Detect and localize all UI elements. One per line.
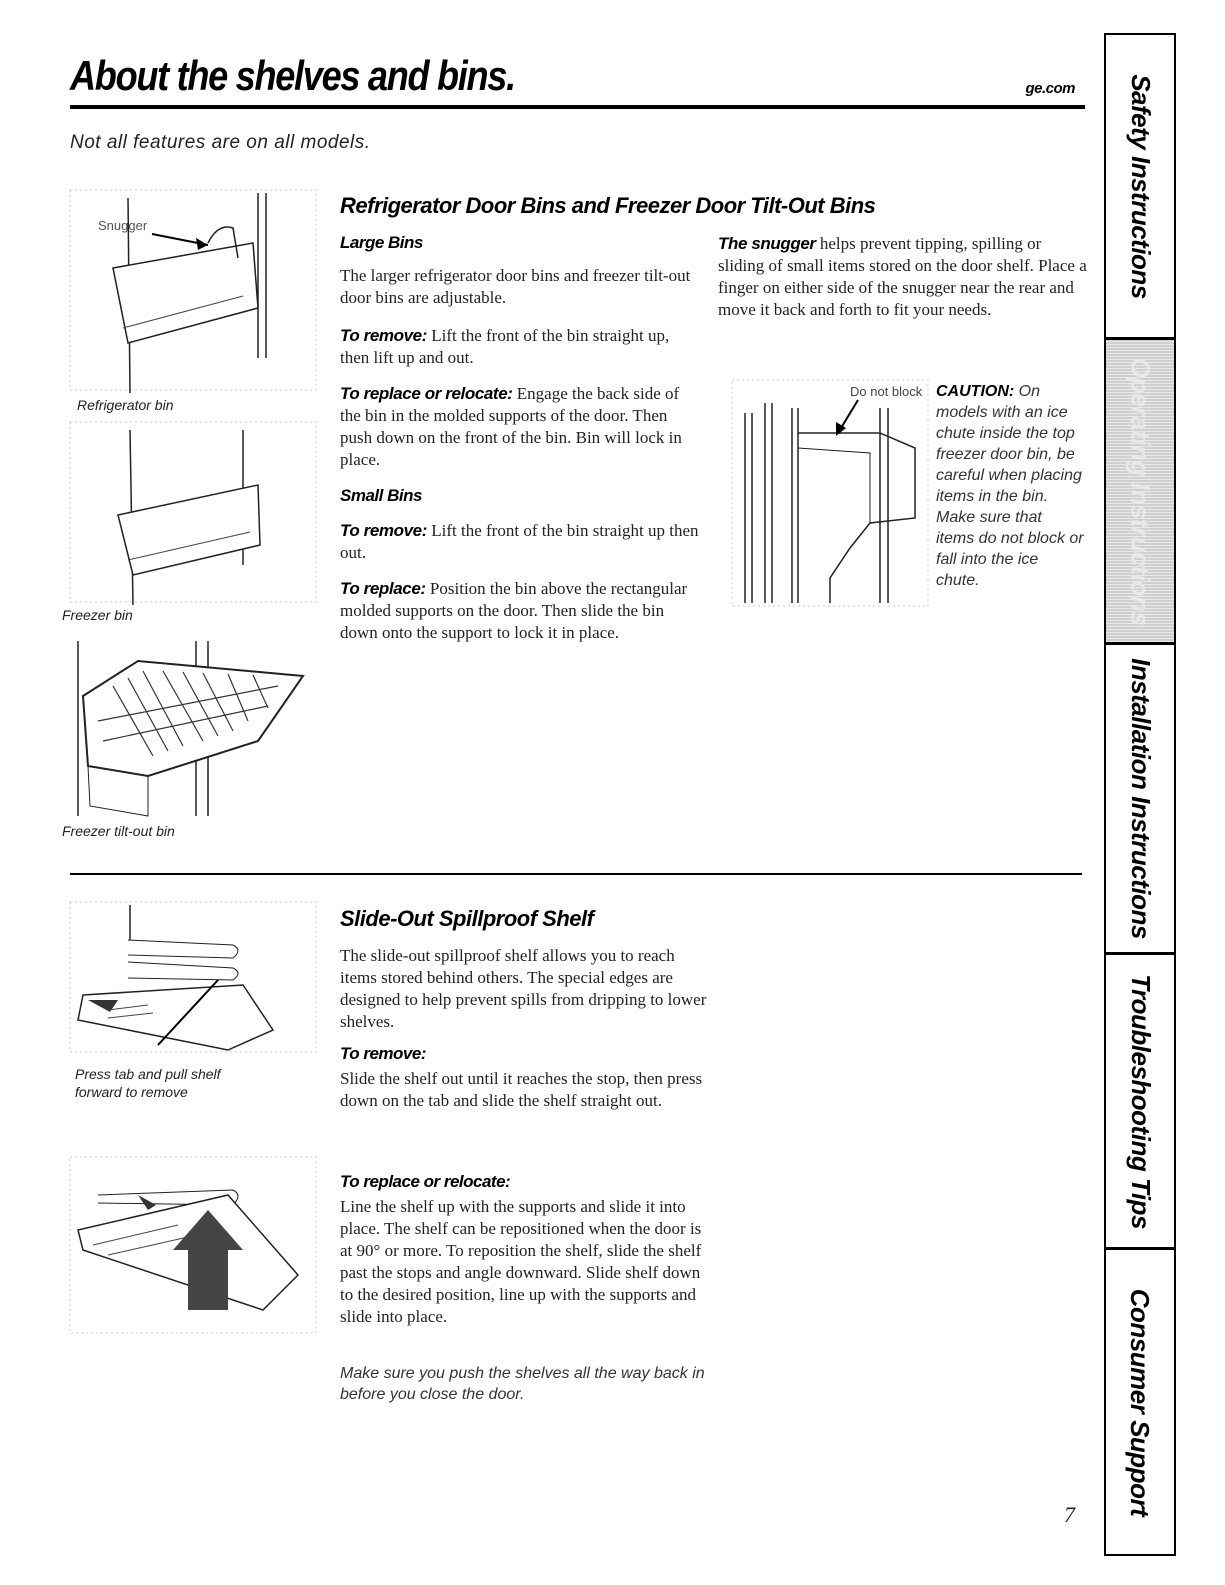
shelf-remove-caption: Press tab and pull shelf forward to remove bbox=[75, 1066, 221, 1100]
tab-safety-instructions[interactable] bbox=[1106, 35, 1174, 340]
page-number: 7 bbox=[1064, 1502, 1075, 1527]
large-bins-heading: Large Bins bbox=[340, 233, 423, 252]
refrigerator-bin-caption: Refrigerator bin bbox=[77, 397, 174, 413]
shelf-remove-text: Slide the shelf out until it reaches the stop, then press down on the tab and slide the shelf straight out. bbox=[340, 1069, 703, 1110]
do-not-block-label: Do not block bbox=[850, 384, 923, 399]
large-bins-remove bbox=[340, 325, 700, 369]
shelf-replace-text: Line the shelf up with the supports and slide it into place. The shelf can be repositioned when the door is at 90° or more. To reposition the shelf, slide the shelf past the stops and angle downward. Slide shelf down to the desired position, line up with the supports and slide into place. bbox=[340, 1197, 702, 1326]
large-bins-replace bbox=[340, 383, 700, 471]
remove-text: Lift the front of the bin straight up then out. bbox=[340, 521, 699, 562]
shelf-replace-heading: To replace or relocate: bbox=[340, 1172, 511, 1191]
small-bins-heading: Small Bins bbox=[340, 486, 422, 505]
refrigerator-bin-illustration bbox=[68, 188, 318, 393]
page-title: About the shelves and bins. bbox=[70, 52, 515, 99]
freezer-bin-caption: Freezer bin bbox=[62, 607, 133, 623]
snugger-label: Snugger bbox=[98, 218, 148, 233]
caution-note bbox=[936, 381, 1084, 591]
tab-installation-instructions[interactable] bbox=[1106, 645, 1174, 955]
shelf-replace-illustration bbox=[68, 1155, 318, 1335]
section-divider bbox=[70, 873, 1082, 875]
shelf-note: Make sure you push the shelves all the way back in before you close the door. bbox=[340, 1365, 705, 1403]
caution-lead: CAUTION: bbox=[936, 383, 1015, 400]
section-heading-door-bins: Refrigerator Door Bins and Freezer Door Tilt-Out Bins bbox=[340, 193, 876, 218]
freezer-tilt-out-bin-illustration bbox=[68, 636, 318, 821]
snugger-lead: The snugger bbox=[718, 234, 816, 253]
snugger-text: helps prevent tipping, spilling or sliding of small items stored on the door shelf. Place a finger on either side of the snugger near the rear and move it back and forth to fit your needs. bbox=[718, 234, 1087, 319]
freezer-bin-illustration bbox=[68, 420, 318, 605]
section-heading-spillproof-shelf: Slide-Out Spillproof Shelf bbox=[340, 906, 594, 931]
site-url: ge.com bbox=[1025, 80, 1075, 97]
small-bins-replace bbox=[340, 578, 700, 644]
ice-chute-illustration bbox=[730, 378, 930, 608]
snugger-paragraph bbox=[718, 233, 1088, 321]
replace-lead: To replace or relocate: bbox=[340, 384, 513, 403]
tab-label: Consumer Support bbox=[1125, 1288, 1156, 1516]
tab-label: Troubleshooting Tips bbox=[1125, 973, 1156, 1229]
caution-text: On models with an ice chute inside the top freezer door bin, be careful when placing items in the bin. Make sure that items do not block or fall into the ice chute. bbox=[936, 383, 1084, 589]
tab-label: Safety Instructions bbox=[1125, 73, 1156, 299]
remove-text: Lift the front of the bin straight up, then lift up and out. bbox=[340, 326, 670, 367]
replace-text: Position the bin above the rectangular molded supports on the door. Then slide the bin down onto the support to lock it in place. bbox=[340, 579, 688, 642]
tab-troubleshooting-tips[interactable] bbox=[1106, 955, 1174, 1250]
remove-lead: To remove: bbox=[340, 521, 428, 540]
tab-label: Installation Instructions bbox=[1125, 658, 1156, 939]
header-rule bbox=[70, 105, 1085, 109]
remove-lead: To remove: bbox=[340, 326, 428, 345]
small-bins-remove bbox=[340, 520, 700, 564]
replace-text: Engage the back side of the bin in the molded supports of the door. Then push down on the front of the bin. Bin will lock in place. bbox=[340, 384, 682, 469]
tab-operating-instructions[interactable] bbox=[1106, 340, 1174, 645]
tab-consumer-support[interactable] bbox=[1106, 1250, 1174, 1554]
replace-lead: To replace: bbox=[340, 579, 426, 598]
tab-label: Operating Instructions bbox=[1125, 357, 1156, 625]
page-subtitle: Not all features are on all models. bbox=[70, 132, 371, 153]
freezer-tilt-out-bin-caption: Freezer tilt-out bin bbox=[62, 823, 175, 839]
side-tab-bar bbox=[1104, 33, 1176, 1556]
shelf-remove-illustration bbox=[68, 900, 318, 1060]
large-bins-intro: The larger refrigerator door bins and freezer tilt-out door bins are adjustable. bbox=[340, 266, 691, 307]
shelf-intro: The slide-out spillproof shelf allows you to reach items stored behind others. The special edges are designed to help prevent spills from dripping to lower shelves. bbox=[340, 946, 707, 1031]
shelf-remove-heading: To remove: bbox=[340, 1044, 427, 1063]
